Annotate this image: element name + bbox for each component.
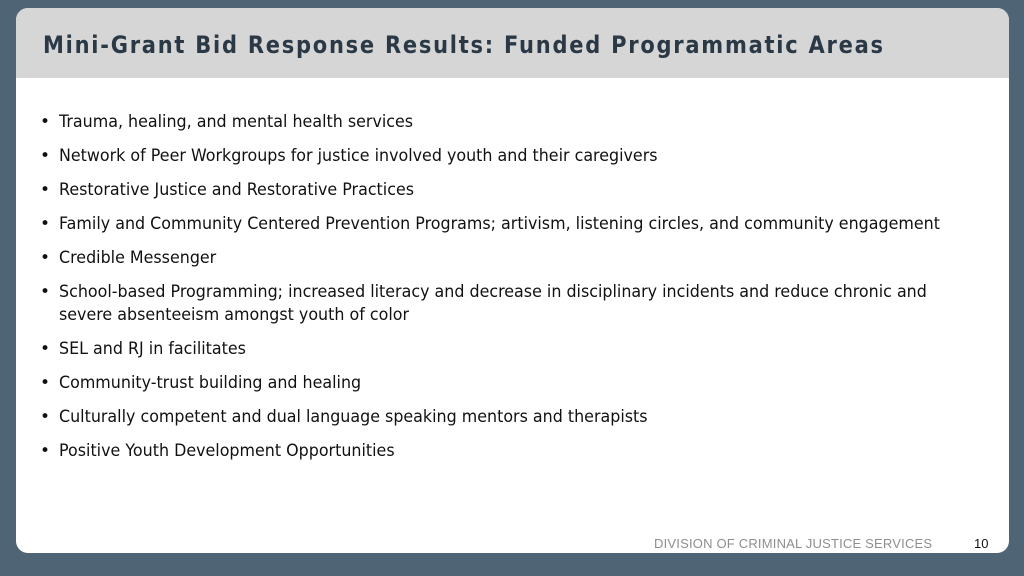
bullet-item (40, 213, 1002, 236)
bullet-text: Restorative Justice and Restorative Practices (59, 180, 415, 200)
bullet-dot-icon: • (40, 180, 51, 200)
bullet-item (40, 440, 1002, 463)
slide (16, 8, 1009, 553)
bullet-dot-icon: • (40, 282, 51, 302)
slide-title: Mini-Grant Bid Response Results: Funded Programmatic Areas (43, 31, 885, 59)
bullet-text: School-based Programming; increased literacy and decrease in disciplinary incidents and reduce chronic and severe absenteeism amongst youth of color (59, 282, 927, 325)
bullet-item (40, 338, 1002, 361)
bullet-dot-icon: • (40, 214, 51, 234)
bullet-text: Positive Youth Development Opportunities (59, 441, 395, 461)
bullet-dot-icon: • (40, 407, 51, 427)
bullet-item (40, 145, 1002, 168)
bullet-item (40, 281, 1002, 327)
title-bar (16, 8, 1009, 78)
bullet-item (40, 406, 1002, 429)
bullet-text: Network of Peer Workgroups for justice involved youth and their caregivers (59, 146, 658, 166)
bullet-item (40, 247, 1002, 270)
page-number: 10 (974, 536, 989, 551)
bullet-text: SEL and RJ in facilitates (59, 339, 246, 359)
bullet-text: Credible Messenger (59, 248, 217, 268)
bullet-dot-icon: • (40, 339, 51, 359)
bullet-item (40, 372, 1002, 395)
bullet-dot-icon: • (40, 373, 51, 393)
bullet-text: Community-trust building and healing (59, 373, 362, 393)
bullet-text: Culturally competent and dual language speaking mentors and therapists (59, 407, 648, 427)
bullet-item (40, 111, 1002, 134)
bullet-item (40, 179, 1002, 202)
bullet-dot-icon: • (40, 248, 51, 268)
bullet-text: Family and Community Centered Prevention Programs; artivism, listening circles, and community engagement (59, 214, 940, 234)
bullet-dot-icon: • (40, 112, 51, 132)
bullet-dot-icon: • (40, 146, 51, 166)
bullet-list (40, 111, 1002, 474)
bullet-dot-icon: • (40, 441, 51, 461)
bullet-text: Trauma, healing, and mental health services (59, 112, 414, 132)
footer-organization: DIVISION OF CRIMINAL JUSTICE SERVICES (654, 536, 933, 551)
